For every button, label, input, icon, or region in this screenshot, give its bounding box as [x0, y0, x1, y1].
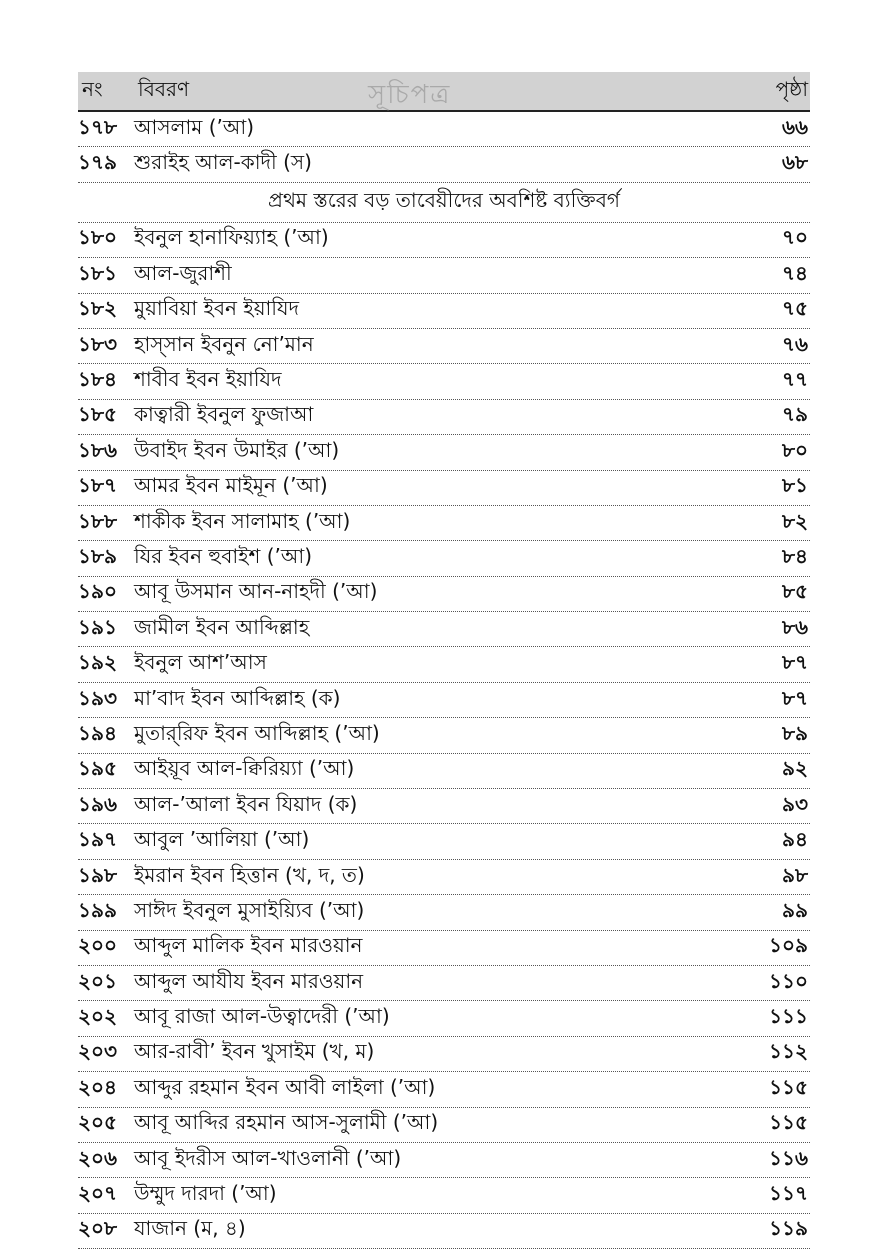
header-watermark: সূচিপত্র [368, 80, 452, 110]
entry-number: ১৮০ [78, 225, 117, 250]
entry-page: ৮৯ [782, 720, 808, 745]
entry-title: উম্মুদ দারদা (’আ) [134, 1181, 277, 1206]
entry-number: ২০৬ [78, 1145, 118, 1170]
list-item [78, 860, 810, 895]
list-item [78, 966, 810, 1001]
list-item [78, 1178, 810, 1213]
entry-page: ৭০ [781, 225, 808, 250]
entry-title: ইবনুল হানাফিয়্যাহ (’আ) [134, 225, 329, 250]
section-heading: প্রথম স্তরের বড় তাবেয়ীদের অবশিষ্ট ব্যক্তিবর্গ [78, 183, 810, 223]
list-item [78, 1072, 810, 1107]
list-item [78, 577, 810, 612]
entry-page: ৯২ [782, 756, 808, 781]
list-item [78, 329, 810, 364]
entry-number: ১৯১ [78, 614, 117, 639]
entry-number: ১৮৯ [78, 543, 117, 568]
list-item [78, 895, 810, 930]
entry-title: আবূ রাজা আল-উত্বাদেরী (’আ) [134, 1004, 390, 1029]
entry-title: আল-জুরাশী [134, 260, 232, 285]
entry-number: ১৮৮ [78, 508, 117, 533]
list-item [78, 718, 810, 753]
entry-number: ১৭৮ [78, 114, 117, 139]
entry-page: ৮৭ [782, 650, 808, 675]
list-item [78, 1108, 810, 1143]
entry-page: ৭৯ [782, 402, 808, 427]
entry-page: ৭৪ [782, 260, 808, 285]
entry-page: ৮৬ [782, 614, 808, 639]
entry-number: ১৭৯ [78, 150, 117, 175]
entry-title: যির ইবন হুবাইশ (’আ) [134, 543, 313, 568]
entry-title: মুতার্‌রিফ ইবন আব্দিল্লাহ (’আ) [134, 720, 380, 745]
entry-title: হাস্‌সান ইবনুন নো’মান [134, 331, 314, 356]
entry-title: শুরাইহ আল-কাদী (স) [134, 150, 312, 175]
entry-title: যাজান (ম, ৪) [134, 1216, 246, 1241]
entry-number: ১৯৭ [78, 827, 117, 852]
entry-number: ২০১ [78, 968, 117, 993]
entry-page: ৯৮ [782, 862, 808, 887]
entry-number: ১৯০ [78, 579, 117, 604]
entry-number: ১৮৪ [78, 367, 117, 392]
entry-page: ৭৫ [782, 296, 808, 321]
entry-number: ২০৫ [78, 1110, 117, 1135]
list-item [78, 824, 810, 859]
entry-number: ১৯৬ [78, 791, 117, 816]
entry-title: উবাইদ ইবন উমাইর (’আ) [134, 437, 340, 462]
entry-page: ১১২ [769, 1039, 808, 1064]
entry-title: আব্দুর রহমান ইবন আবী লাইলা (’আ) [134, 1074, 436, 1099]
entry-page: ৯৪ [782, 827, 808, 852]
entry-title: মা’বাদ ইবন আব্দিল্লাহ (ক) [134, 685, 341, 710]
entry-number: ২০৪ [78, 1074, 117, 1099]
list-item [78, 147, 810, 182]
entry-title: আইয়ূব আল-ক্বিরিয়্যা (’আ) [134, 756, 355, 781]
entry-page: ১১৯ [769, 1216, 808, 1241]
entry-page: ৮২ [782, 508, 808, 533]
entry-title: আবূ ইদরীস আল-খাওলানী (’আ) [134, 1145, 402, 1170]
list-item [78, 294, 810, 329]
entry-title: জামীল ইবন আব্দিল্লাহ [134, 614, 310, 639]
entry-number: ১৮২ [78, 296, 117, 321]
header-description: বিবরণ [138, 76, 190, 101]
entry-page: ৮৫ [782, 579, 808, 604]
list-item [78, 506, 810, 541]
entry-number: ১৯৮ [78, 862, 117, 887]
list-item [78, 1143, 810, 1178]
entry-page: ১১৫ [769, 1074, 808, 1099]
entry-number: ১৮১ [78, 260, 117, 285]
list-item [78, 754, 810, 789]
header-page: পৃষ্ঠা [775, 76, 808, 101]
entry-page: ১১১ [769, 1004, 808, 1029]
entry-title: আব্দুল মালিক ইবন মারওয়ান [134, 933, 363, 958]
entry-page: ৬৬ [781, 114, 808, 139]
entry-number: ২০২ [78, 1004, 118, 1029]
entry-title: আল-’আলা ইবন যিয়াদ (ক) [134, 791, 358, 816]
entry-number: ১৯৩ [78, 685, 117, 710]
entry-title: আবুল ’আলিয়া (’আ) [134, 827, 310, 852]
entry-page: ৮০ [782, 437, 808, 462]
list-item [78, 1037, 810, 1072]
list-item [78, 683, 810, 718]
entry-number: ২০০ [78, 933, 118, 958]
entry-title: আব্দুল আযীয ইবন মারওয়ান [134, 968, 364, 993]
list-item [78, 400, 810, 435]
entry-number: ১৯৪ [78, 720, 117, 745]
entry-title: ইমরান ইবন হিত্তান (খ, দ, ত) [134, 862, 365, 887]
header-number: নং [82, 76, 103, 101]
entry-title: আবূ উসমান আন-নাহদী (’আ) [134, 579, 378, 604]
entry-title: মুয়াবিয়া ইবন ইয়াযিদ [134, 296, 300, 321]
list-item [78, 1001, 810, 1036]
entry-title: ইবনুল আশ’আস [134, 650, 267, 675]
entry-number: ২০৭ [78, 1181, 118, 1206]
list-item [78, 223, 810, 258]
entry-page: ১১৫ [769, 1110, 808, 1135]
entry-title: আবূ আব্দির রহমান আস-সুলামী (’আ) [134, 1110, 439, 1135]
entry-page: ৬৮ [782, 150, 808, 175]
entry-number: ১৯৫ [78, 756, 117, 781]
entry-page: ৭৭ [781, 367, 808, 392]
table-of-contents [78, 72, 810, 1249]
entry-page: ১০৯ [769, 933, 808, 958]
entry-page: ১১০ [769, 968, 808, 993]
entry-list [78, 223, 810, 1249]
list-item [78, 364, 810, 399]
entry-page: ১১৬ [769, 1145, 808, 1170]
entry-page: ৭৬ [781, 331, 808, 356]
entry-number: ১৮৬ [78, 437, 117, 462]
toc-header [78, 72, 810, 112]
entry-page: ৮৪ [782, 543, 808, 568]
list-item [78, 931, 810, 966]
entry-page: ৯৯ [782, 897, 808, 922]
top-rows [78, 112, 810, 183]
entry-number: ১৮৩ [78, 331, 117, 356]
entry-number: ১৮৭ [78, 473, 117, 498]
list-item [78, 789, 810, 824]
entry-page: ৮৭ [782, 685, 808, 710]
entry-number: ১৯২ [78, 650, 117, 675]
list-item [78, 471, 810, 506]
list-item [78, 258, 810, 293]
entry-title: আসলাম (’আ) [134, 114, 254, 139]
entry-title: সাঈদ ইবনুল মুসাইয়্যিব (’আ) [134, 897, 365, 922]
entry-title: আমর ইবন মাইমূন (’আ) [134, 473, 328, 498]
list-item [78, 612, 810, 647]
entry-page: ৯৩ [782, 791, 808, 816]
list-item [78, 647, 810, 682]
entry-number: ১৯৯ [78, 897, 117, 922]
entry-title: শাবীব ইবন ইয়াযিদ [134, 367, 282, 392]
entry-number: ২০৩ [78, 1039, 118, 1064]
entry-page: ৮১ [782, 473, 808, 498]
entry-number: ২০৮ [78, 1216, 117, 1241]
entry-title: কাত্বারী ইবনুল ফুজাআ [134, 402, 314, 427]
list-item [78, 1214, 810, 1249]
entry-page: ১১৭ [769, 1181, 808, 1206]
entry-number: ১৮৫ [78, 402, 117, 427]
list-item [78, 435, 810, 470]
list-item [78, 541, 810, 576]
entry-title: শাকীক ইবন সালামাহ (’আ) [134, 508, 351, 533]
entry-title: আর-রাবী’ ইবন খুসাইম (খ, ম) [134, 1039, 375, 1064]
